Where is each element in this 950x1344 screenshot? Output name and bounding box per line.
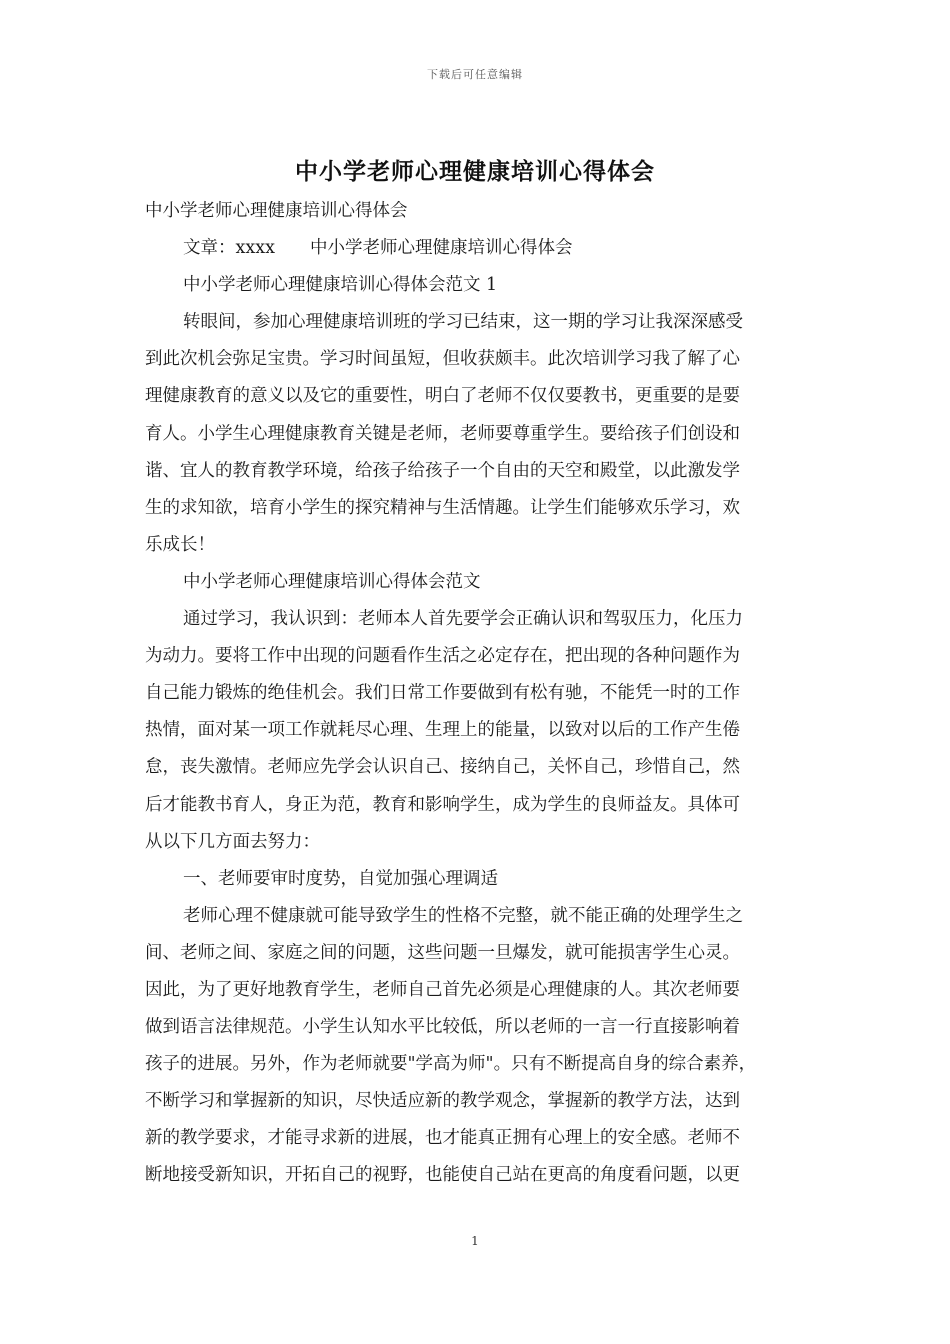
paragraph-line: 做到语言法律规范。小学生认知水平比较低，所以老师的一言一行直接影响着 xyxy=(145,1017,740,1038)
list-heading-1: 一、老师要审时度势，自觉加强心理调适 xyxy=(183,868,498,889)
article-line: 文章：xxxx 中小学老师心理健康培训心得体会 xyxy=(183,238,573,259)
subtitle-line: 中小学老师心理健康培训心得体会 xyxy=(145,201,408,221)
paragraph-line: 断地接受新知识，开拓自己的视野，也能使自己站在更高的角度看问题，以更 xyxy=(145,1165,740,1186)
paragraph-line: 育人。小学生心理健康教育关键是老师，老师要尊重学生。要给孩子们创设和 xyxy=(145,423,740,444)
paragraph-line: 生的求知欲，培育小学生的探究精神与生活情趣。让学生们能够欢乐学习，欢 xyxy=(145,497,740,518)
paragraph-line: 通过学习，我认识到：老师本人首先要学会正确认识和驾驭压力，化压力 xyxy=(183,609,743,630)
paragraph-line: 转眼间，参加心理健康培训班的学习已结束，这一期的学习让我深深感受 xyxy=(183,312,743,333)
page-header: 下载后可任意编辑 xyxy=(427,68,523,81)
document-body xyxy=(145,193,807,1195)
page-number: 1 xyxy=(471,1234,479,1248)
paragraph-line: 从以下几方面去努力： xyxy=(145,831,320,852)
paragraph-line: 热情，面对某一项工作就耗尽心理、生理上的能量，以致对以后的工作产生倦 xyxy=(145,720,740,741)
paragraph-line: 自己能力锻炼的绝佳机会。我们日常工作要做到有松有驰，不能凭一时的工作 xyxy=(145,683,740,704)
paragraph-line: 谐、宜人的教育教学环境，给孩子给孩子一个自由的天空和殿堂，以此激发学 xyxy=(145,460,740,481)
paragraph-line: 理健康教育的意义以及它的重要性，明白了老师不仅仅要教书，更重要的是要 xyxy=(145,386,740,407)
paragraph-line: 怠，丧失激情。老师应先学会认识自己、接纳自己，关怀自己，珍惜自己，然 xyxy=(145,757,740,778)
document-title: 中小学老师心理健康培训心得体会 xyxy=(295,158,655,185)
paragraph-line: 孩子的进展。另外，作为老师就要"学高为师"。只有不断提高自身的综合素养， xyxy=(145,1054,757,1075)
section-heading-2: 中小学老师心理健康培训心得体会范文 xyxy=(183,571,481,592)
paragraph-line: 乐成长！ xyxy=(145,534,215,555)
paragraph-line: 到此次机会弥足宝贵。学习时间虽短，但收获颇丰。此次培训学习我了解了心 xyxy=(145,349,740,370)
paragraph-line: 老师心理不健康就可能导致学生的性格不完整，就不能正确的处理学生之 xyxy=(183,905,743,926)
section-heading-1: 中小学老师心理健康培训心得体会范文 1 xyxy=(183,275,498,296)
paragraph-line: 新的教学要求，才能寻求新的进展，也才能真正拥有心理上的安全感。老师不 xyxy=(145,1128,740,1149)
paragraph-line: 为动力。要将工作中出现的问题看作生活之必定存在，把出现的各种问题作为 xyxy=(145,646,740,667)
paragraph-line: 因此，为了更好地教育学生，老师自己首先必须是心理健康的人。其次老师要 xyxy=(145,979,740,1000)
paragraph-line: 后才能教书育人，身正为范，教育和影响学生，成为学生的良师益友。具体可 xyxy=(145,794,740,815)
paragraph-line: 不断学习和掌握新的知识，尽快适应新的教学观念，掌握新的教学方法，达到 xyxy=(145,1091,740,1112)
paragraph-line: 间、老师之间、家庭之间的问题，这些问题一旦爆发，就可能损害学生心灵。 xyxy=(145,942,740,963)
